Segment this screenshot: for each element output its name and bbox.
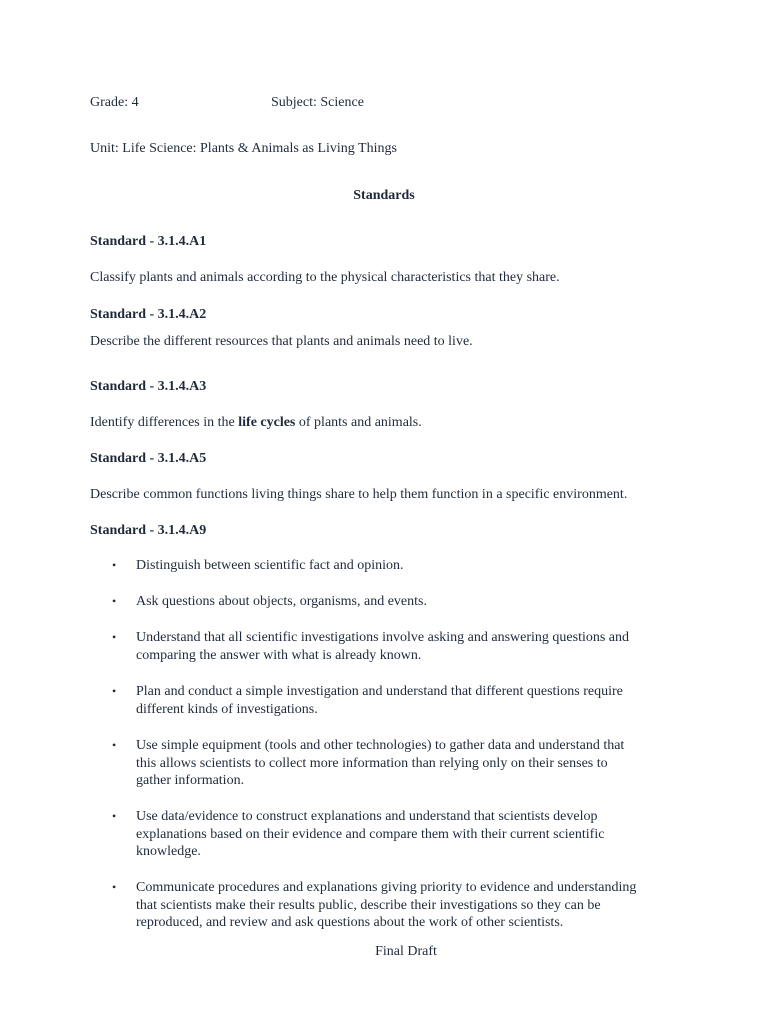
list-item-line: gather information. — [136, 773, 245, 788]
bullet-icon: • — [112, 809, 117, 823]
standard-title: Standard - 3.1.4.A9 — [90, 523, 207, 538]
bullet-icon: • — [112, 738, 117, 752]
standard-text — [90, 414, 422, 431]
list-item-line: different kinds of investigations. — [136, 701, 318, 717]
standard-text: Describe common functions living things share to help them function in a specific environment. — [90, 487, 628, 502]
list-item-text — [136, 683, 681, 718]
bullet-icon: • — [112, 594, 117, 608]
footer-label: Final Draft — [375, 944, 437, 959]
standard-title: Standard - 3.1.4.A5 — [90, 451, 207, 466]
list-item-line: Ask questions about objects, organisms, and events. — [136, 594, 427, 609]
list-item-line: Communicate procedures and explanations giving priority to evidence and understanding — [136, 880, 637, 895]
bullet-icon: • — [112, 630, 117, 644]
standard-title: Standard - 3.1.4.A3 — [90, 379, 207, 394]
standard-text: Describe the different resources that plants and animals need to live. — [90, 334, 473, 349]
list-item-line: reproduced, and review and ask questions about the work of other scientists. — [136, 915, 564, 930]
grade-label: Grade: 4 — [90, 95, 139, 110]
standard-text-part: of plants and animals. — [295, 415, 422, 430]
list-item-line: Use data/evidence to construct explanations and understand that scientists develop — [136, 809, 598, 824]
list-item-text — [136, 737, 681, 790]
list-item-text — [136, 808, 681, 861]
list-item-text — [136, 629, 681, 664]
standards-heading: Standards — [353, 188, 415, 203]
bullet-icon: • — [112, 558, 117, 572]
life-cycles-emphasis: life cycles — [238, 415, 296, 430]
list-item-line: that scientists make their results public, describe their investigations so they can be — [136, 897, 601, 913]
list-item-line: Distinguish between scientific fact and opinion. — [136, 558, 404, 573]
unit-label: Unit: Life Science: Plants & Animals as Living Things — [90, 141, 397, 156]
bullet-icon: • — [112, 880, 117, 894]
standard-title: Standard - 3.1.4.A1 — [90, 234, 207, 249]
list-item-line: knowledge. — [136, 844, 201, 859]
standard-title: Standard - 3.1.4.A2 — [90, 307, 207, 322]
list-item-line: Understand that all scientific investigations involve asking and answering questions and — [136, 630, 630, 645]
bullet-icon: • — [112, 684, 117, 698]
list-item-line: Use simple equipment (tools and other technologies) to gather data and understand that — [136, 738, 625, 753]
list-item-line: Plan and conduct a simple investigation and understand that different questions require — [136, 684, 623, 699]
standard-text: Classify plants and animals according to the physical characteristics that they share. — [90, 270, 560, 285]
standard-text-part: Identify differences in the — [90, 415, 239, 430]
list-item-line: comparing the answer with what is already known. — [136, 647, 422, 663]
list-item-text — [136, 593, 681, 611]
list-item-text — [136, 879, 681, 932]
list-item-line: explanations based on their evidence and compare them with their current scientific — [136, 826, 605, 842]
list-item-line: this allows scientists to collect more information than relying only on their senses to — [136, 755, 608, 771]
list-item-text — [136, 557, 681, 575]
subject-label: Subject: Science — [271, 95, 364, 110]
